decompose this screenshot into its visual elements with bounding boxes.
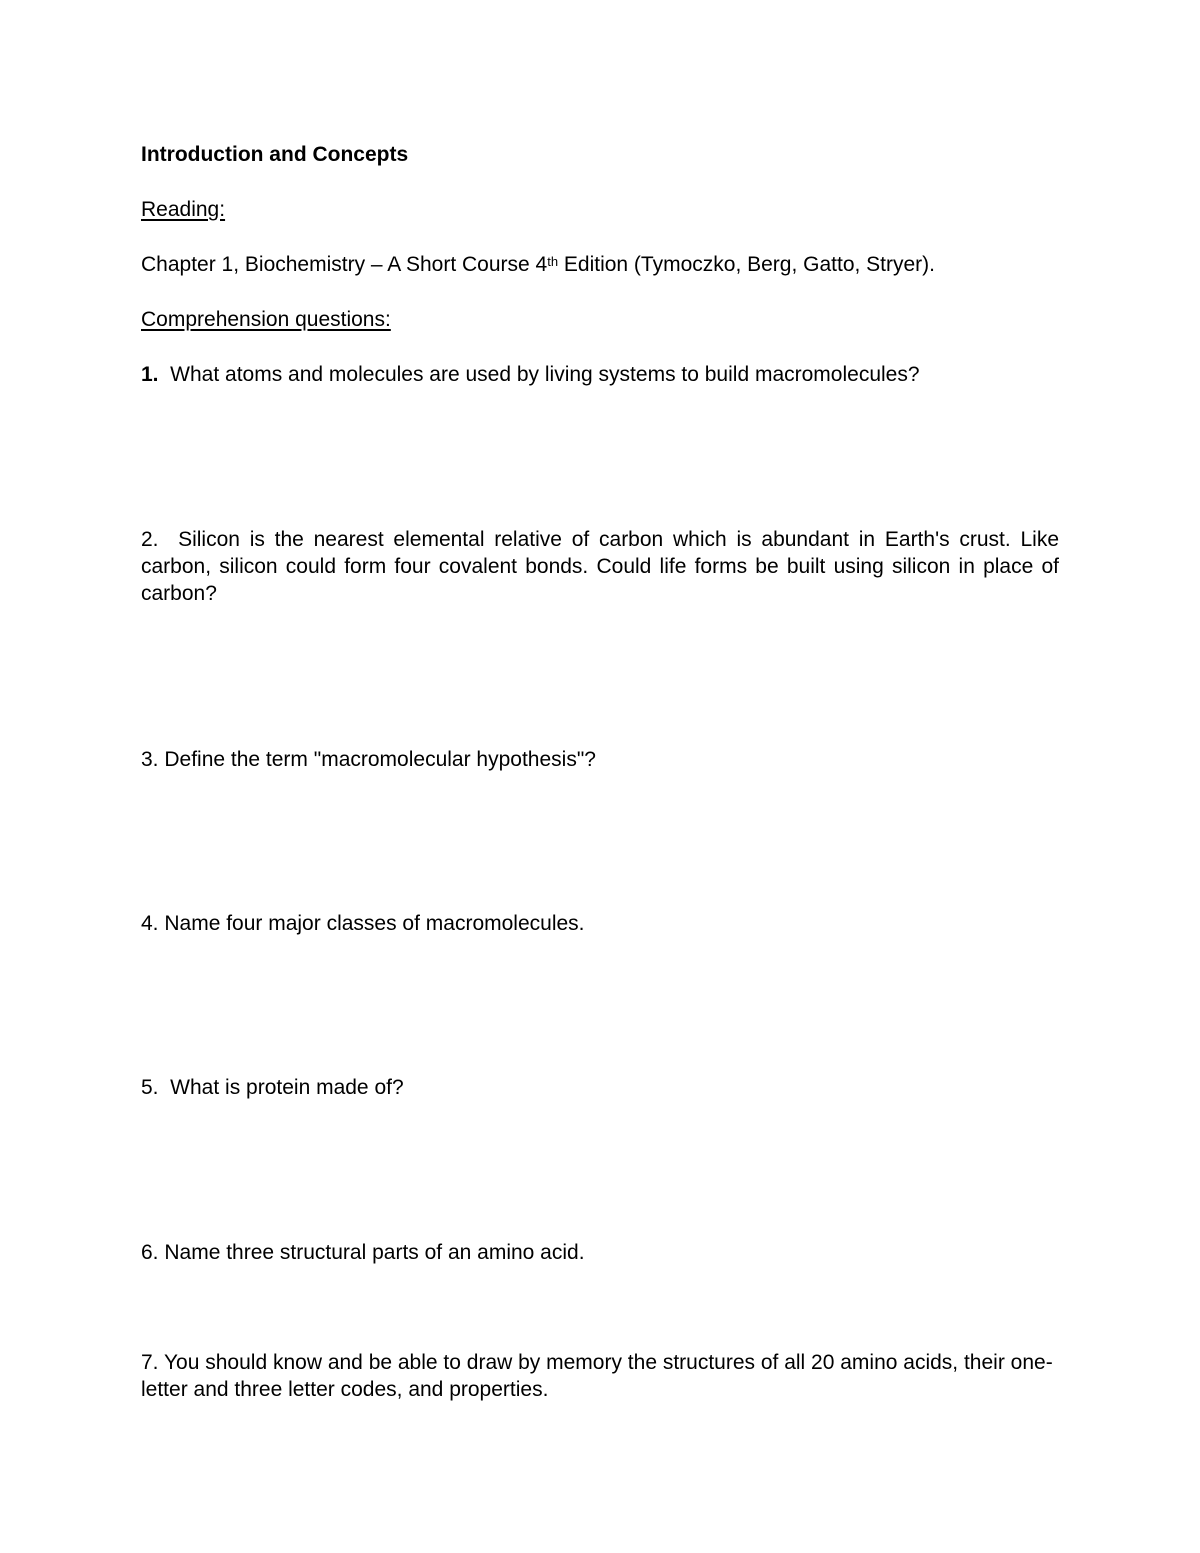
- question-6: [141, 1239, 585, 1266]
- reading-reference: [141, 251, 935, 278]
- question-number: 6.: [141, 1241, 159, 1264]
- question-1: [141, 361, 920, 388]
- question-text: Name three structural parts of an amino acid.: [158, 1241, 585, 1264]
- question-text: What atoms and molecules are used by living systems to build macromolecules?: [158, 363, 920, 386]
- reading-text-after: Edition (Tymoczko, Berg, Gatto, Stryer).: [558, 253, 936, 276]
- question-text: Silicon is the nearest elemental relative of carbon which is abundant in Earth's crust. Like carbon, silicon could form four covalent bonds. Could life forms be built using silicon in place of carbon?: [141, 528, 1065, 605]
- question-2: [141, 526, 1065, 607]
- reading-superscript: th: [547, 254, 559, 269]
- question-number: 7.: [141, 1351, 159, 1374]
- reading-heading: Reading:: [141, 198, 226, 221]
- question-number: 5.: [141, 1076, 159, 1099]
- question-number: 4.: [141, 912, 159, 935]
- question-7: [141, 1349, 1059, 1403]
- question-number: 2.: [141, 528, 159, 551]
- question-text: Define the term "macromolecular hypothesis"?: [158, 748, 596, 771]
- question-5: [141, 1074, 404, 1101]
- question-number: 3.: [141, 748, 159, 771]
- question-3: [141, 746, 596, 773]
- question-text: Name four major classes of macromolecules.: [158, 912, 585, 935]
- reading-text-before: Chapter 1, Biochemistry – A Short Course 4: [141, 253, 548, 276]
- question-text: What is protein made of?: [158, 1076, 404, 1099]
- question-number: 1.: [141, 363, 159, 386]
- comprehension-heading: Comprehension questions:: [141, 308, 391, 331]
- question-4: [141, 910, 585, 937]
- question-text: You should know and be able to draw by memory the structures of all 20 amino acids, their one-letter and three letter codes, and properties.: [141, 1351, 1053, 1401]
- document-title: Introduction and Concepts: [141, 143, 409, 166]
